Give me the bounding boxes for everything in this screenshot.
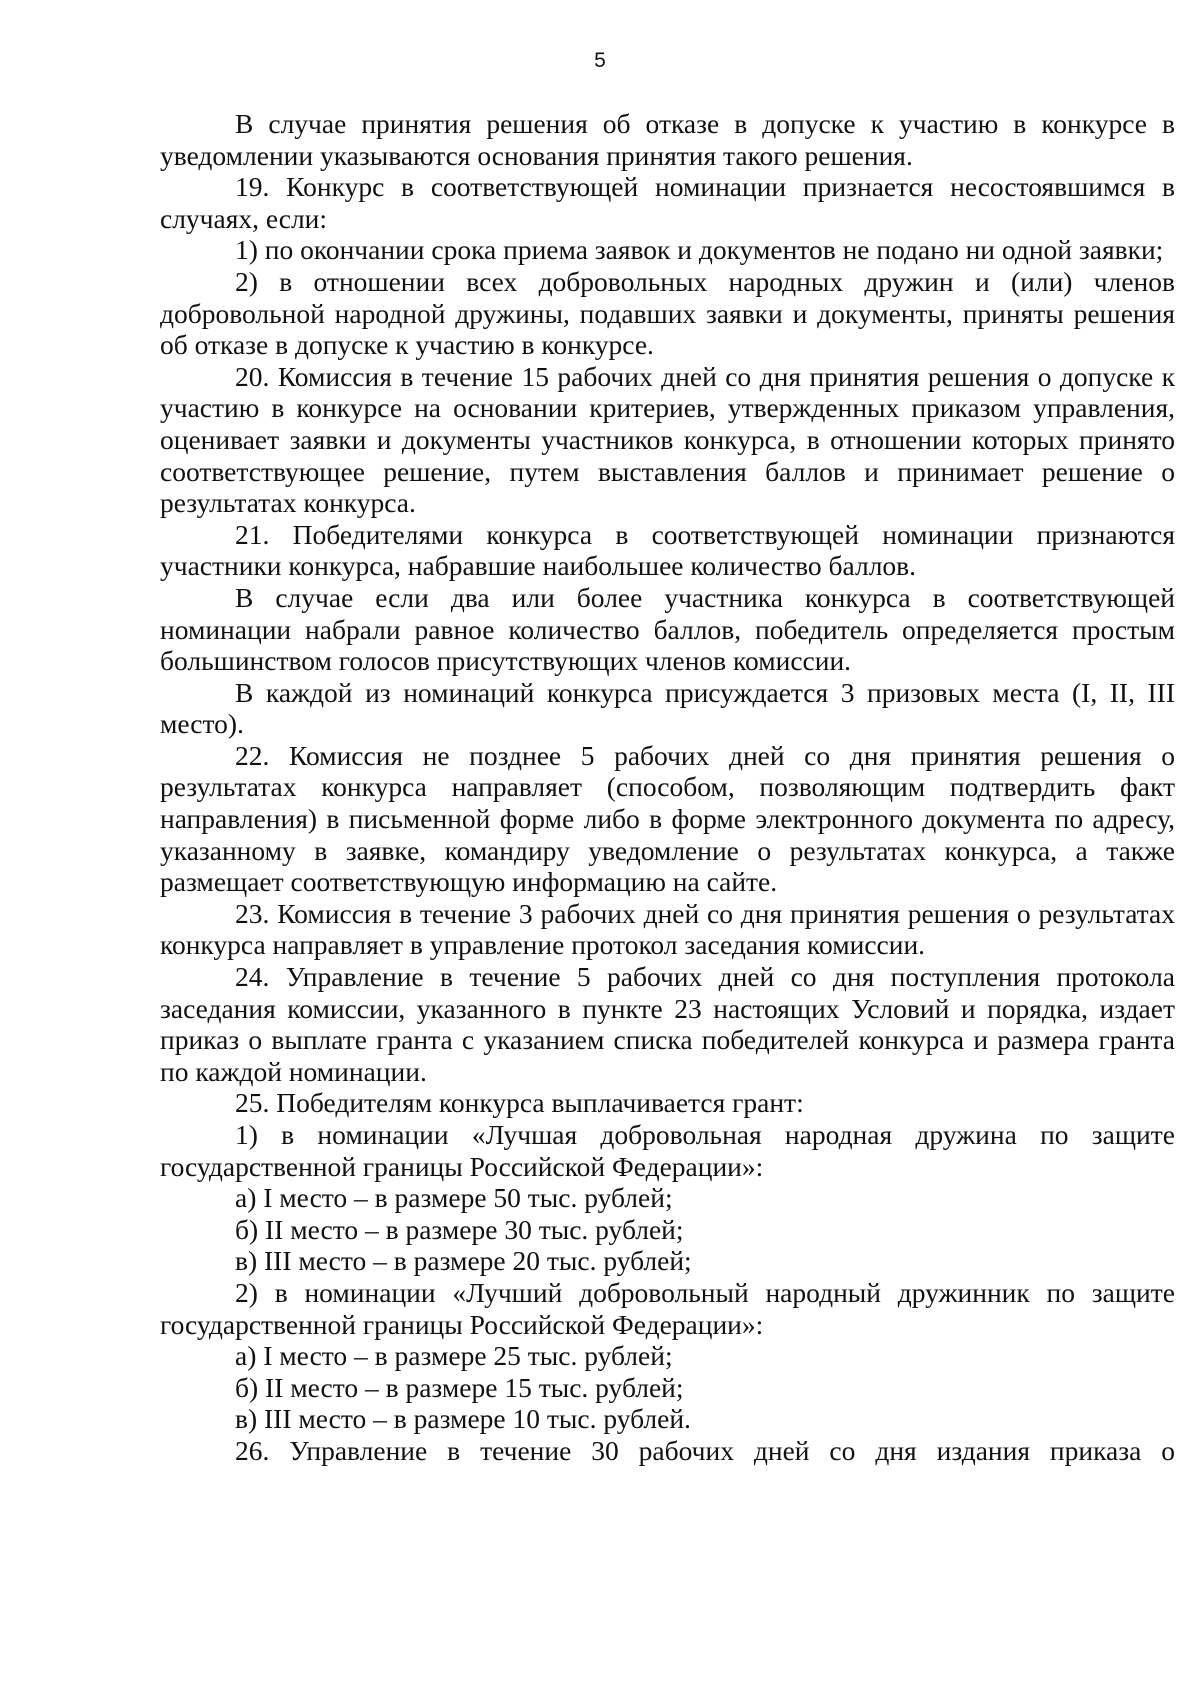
list-item: в) III место – в размере 20 тыс. рублей; <box>235 1245 692 1277</box>
paragraph: 1) по окончании срока приема заявок и документов не подано ни одной заявки; <box>235 234 1164 266</box>
list-item: б) II место – в размере 15 тыс. рублей; <box>235 1371 684 1403</box>
page-number: 5 <box>594 49 606 72</box>
list-item: а) I место – в размере 25 тыс. рублей; <box>235 1340 673 1372</box>
paragraph: 1) в номинации «Лучшая добровольная народная дружина по защите государственной границы Российской Федерации»: <box>160 1119 1175 1182</box>
paragraph-item-20: 20. Комиссия в течение 15 рабочих дней со дня принятия решения о допуске к участию в конкурсе на основании критериев, утвержденных приказом управления, оценивает заявки и документы участников конкурса, в отношении которых принято соответствующее решение, путем выставления баллов и принимает решение о результатах конкурса. <box>160 360 1175 519</box>
paragraph-item-21: 21. Победителями конкурса в соответствующей номинации признаются участники конкурса, набравшие наибольшее количество баллов. <box>160 518 1175 582</box>
paragraph: В каждой из номинаций конкурса присуждается 3 призовых места (I, II, III место). <box>160 676 1175 740</box>
list-item: в) III место – в размере 10 тыс. рублей. <box>235 1403 691 1435</box>
paragraph: В случае если два или более участника конкурса в соответствующей номинации набрали равное количество баллов, победитель определяется простым большинством голосов присутствующих членов комиссии. <box>160 581 1175 677</box>
paragraph-item-24: 24. Управление в течение 5 рабочих дней со дня поступления протокола заседания комиссии, указанного в пункте 23 настоящих Условий и порядка, издает приказ о выплате гранта с указанием списка победителей конкурса и размера гранта по каждой номинации. <box>160 961 1175 1087</box>
document-body <box>160 108 1175 1467</box>
paragraph-item-19: 19. Конкурс в соответствующей номинации признается несостоявшимся в случаях, если: <box>160 171 1175 234</box>
paragraph-item-22: 22. Комиссия не позднее 5 рабочих дней со дня принятия решения о результатах конкурса направляет (способом, позволяющим подтвердить факт направления) в письменной форме либо в форме электронного документа по адресу, указанному в заявке, командиру уведомление о результатах конкурса, а также размещает соответствующую информацию на сайте. <box>160 739 1175 898</box>
paragraph: 2) в номинации «Лучший добровольный народный дружинник по защите государственной границы Российской Федерации»: <box>160 1276 1175 1340</box>
list-item: б) II место – в размере 30 тыс. рублей; <box>235 1213 684 1245</box>
list-item: а) I место – в размере 50 тыс. рублей; <box>235 1182 673 1214</box>
paragraph-item-23: 23. Комиссия в течение 3 рабочих дней со дня принятия решения о результатах конкурса направляет в управление протокол заседания комиссии. <box>160 897 1175 961</box>
paragraph-item-25: 25. Победителям конкурса выплачивается грант: <box>235 1087 804 1119</box>
paragraph: 2) в отношении всех добровольных народных дружин и (или) членов добровольной народной дружины, подавших заявки и документы, приняты решения об отказе в допуске к участию в конкурсе. <box>160 265 1175 361</box>
paragraph: В случае принятия решения об отказе в допуске к участию в конкурсе в уведомлении указываются основания принятия такого решения. <box>160 108 1175 171</box>
paragraph-item-26: 26. Управление в течение 30 рабочих дней со дня издания приказа о <box>235 1434 1175 1466</box>
